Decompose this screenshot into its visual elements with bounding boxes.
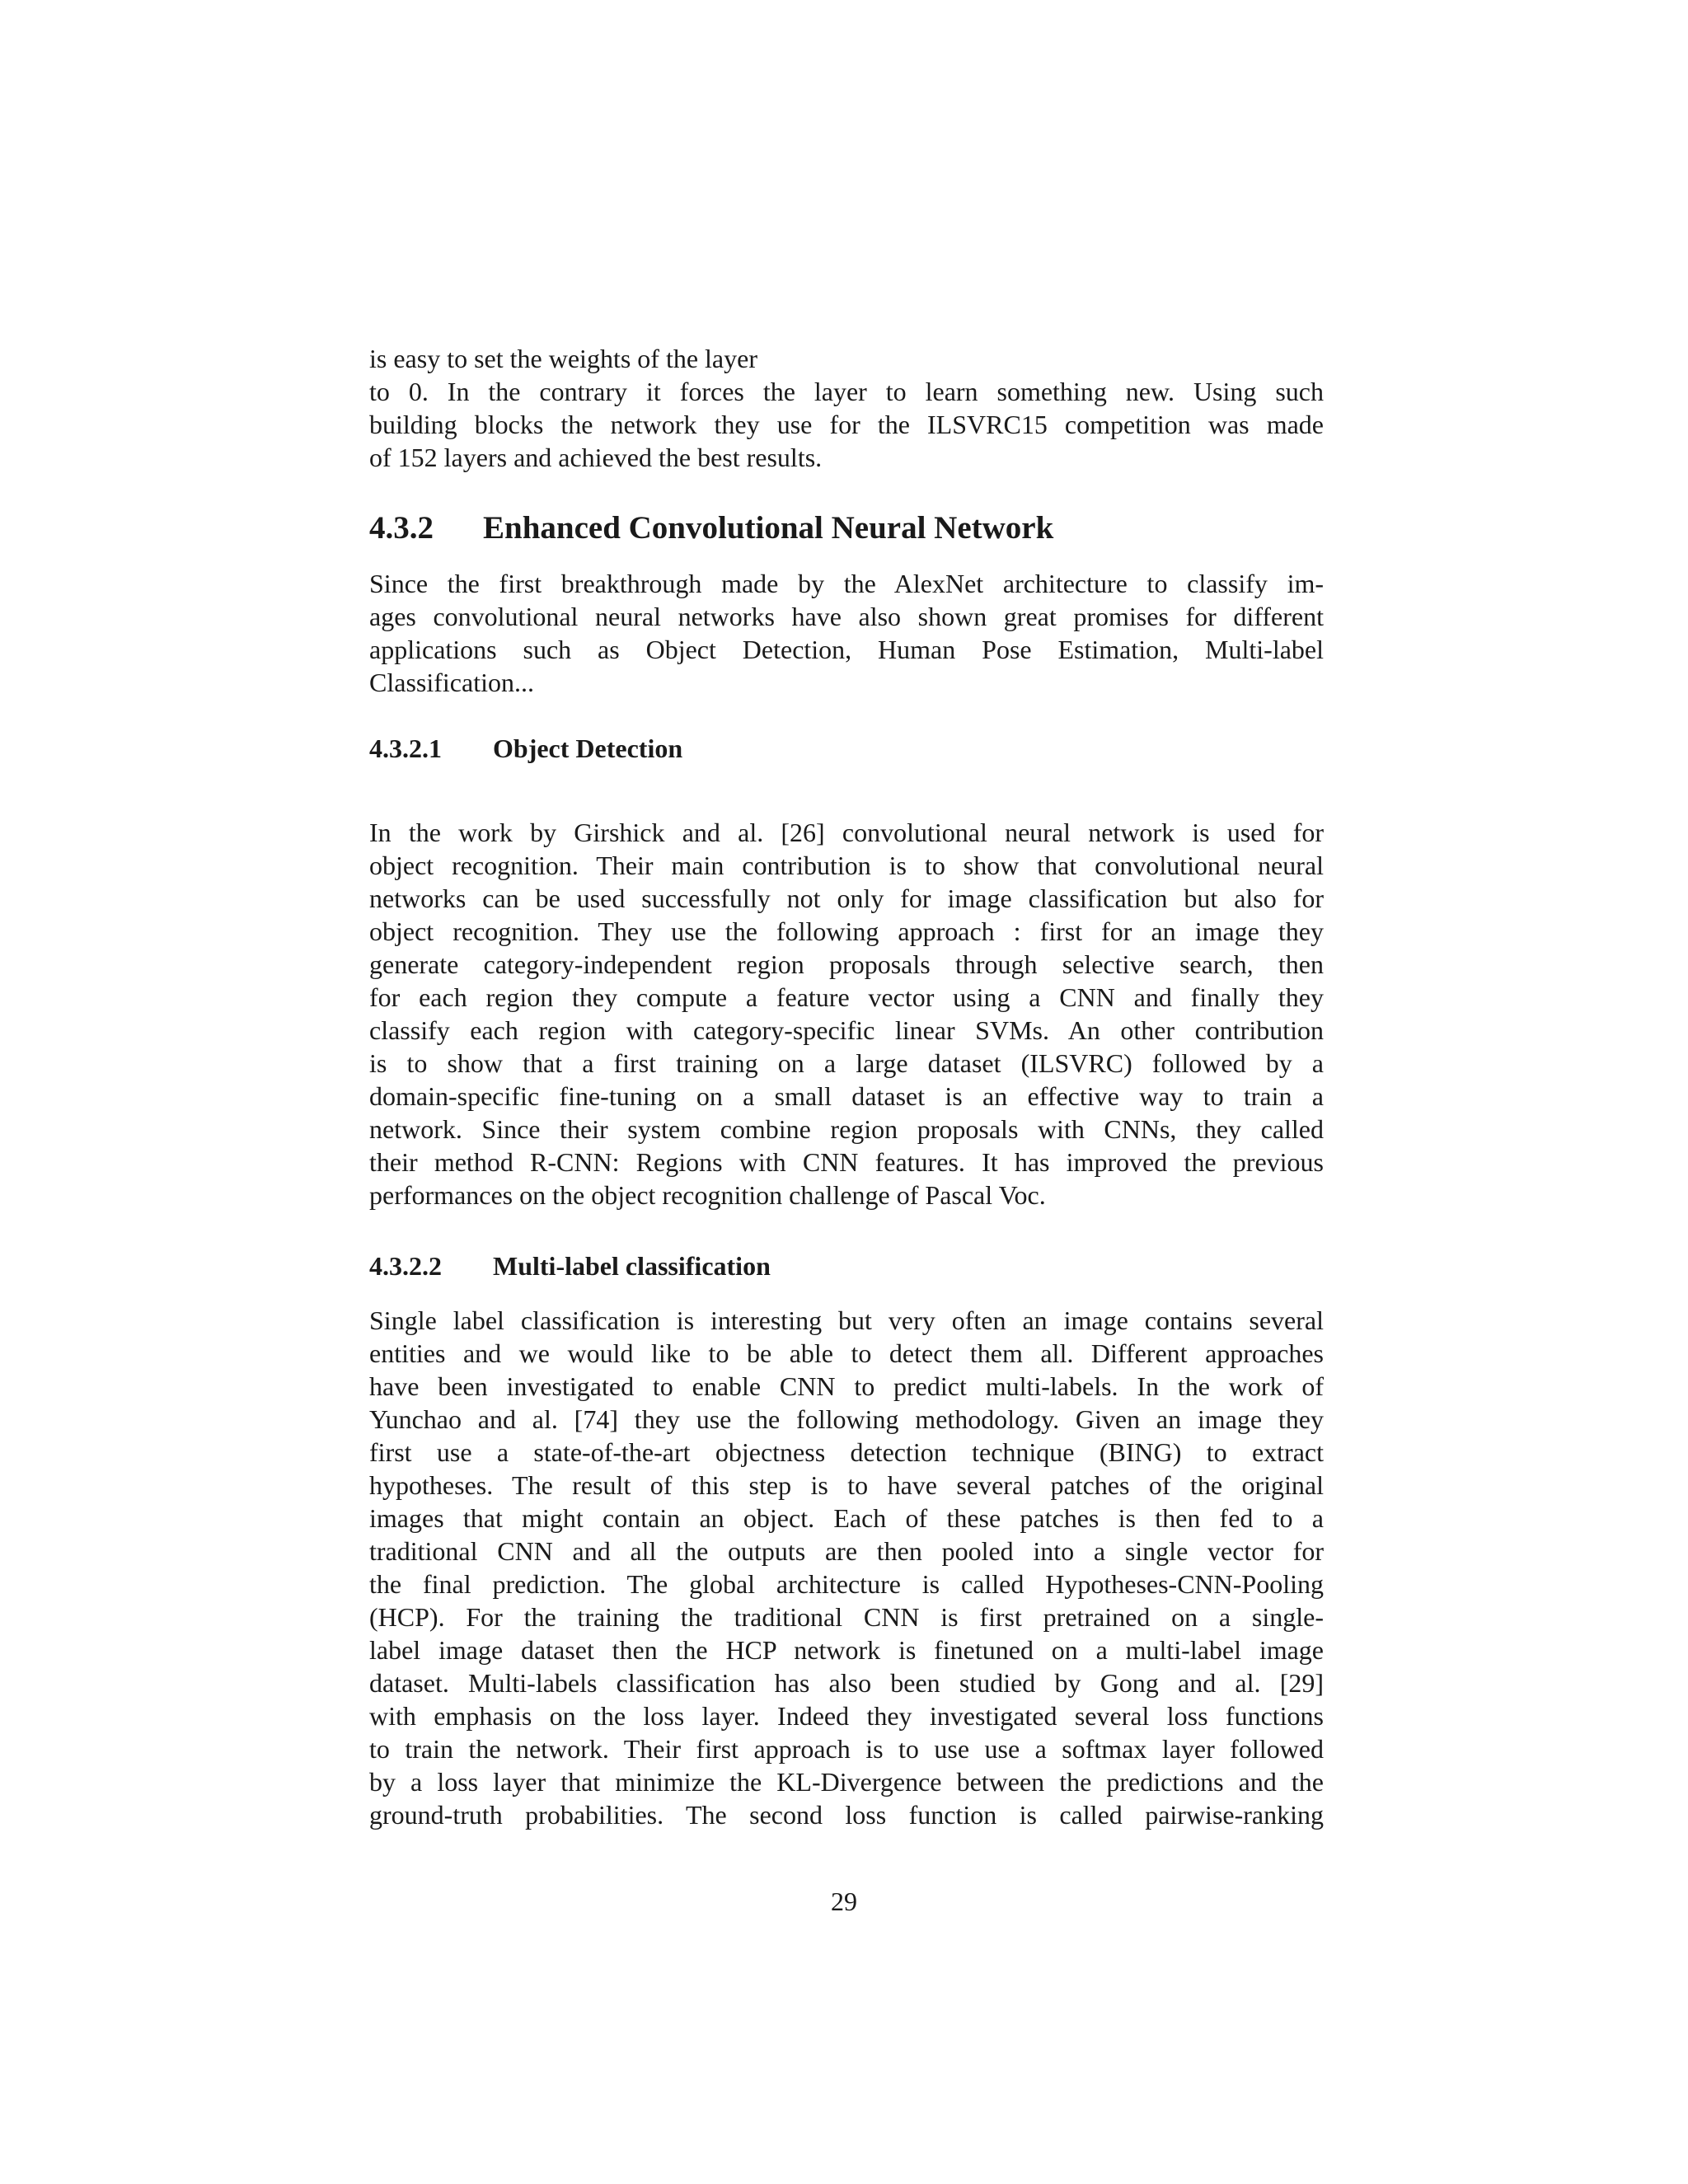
text-line: their method R-CNN: Regions with CNN features. It has improved the previous bbox=[369, 1147, 1324, 1177]
text-line: domain-specific fine-tuning on a small dataset is an effective way to train a bbox=[369, 1081, 1324, 1111]
subsection-title: Multi-label classification bbox=[493, 1251, 771, 1281]
text-line: to 0. In the contrary it forces the layer to learn something new. Using such bbox=[369, 377, 1324, 406]
intro-paragraph bbox=[369, 342, 1324, 474]
section-number: 4.3.2 bbox=[369, 510, 434, 546]
subsection-number: 4.3.2.2 bbox=[369, 1251, 442, 1281]
text-line: (HCP). For the training the traditional CNN is first pretrained on a single- bbox=[369, 1602, 1324, 1632]
text-line: first use a state-of-the-art objectness detection technique (BING) to extract bbox=[369, 1437, 1324, 1467]
text-line: for each region they compute a feature vector using a CNN and finally they bbox=[369, 982, 1324, 1012]
text-line: Single label classification is interesting but very often an image contains several bbox=[369, 1305, 1324, 1335]
subsection-heading-multi-label bbox=[369, 1249, 1324, 1282]
section-title: Enhanced Convolutional Neural Network bbox=[483, 510, 1054, 546]
subsection-heading-object-detection bbox=[369, 732, 1324, 765]
text-line: to train the network. Their first approach is to use use a softmax layer followed bbox=[369, 1734, 1324, 1764]
text-line: hypotheses. The result of this step is to have several patches of the original bbox=[369, 1470, 1324, 1500]
text-line: network. Since their system combine region proposals with CNNs, they called bbox=[369, 1114, 1324, 1144]
object-detection-paragraph bbox=[369, 816, 1324, 1212]
text-line: is easy to set the weights of the layer bbox=[369, 344, 757, 373]
section-heading bbox=[369, 509, 1324, 548]
text-line: performances on the object recognition challenge of Pascal Voc. bbox=[369, 1180, 1046, 1210]
text-line: have been investigated to enable CNN to predict multi-labels. In the work of bbox=[369, 1371, 1324, 1401]
text-line: ground-truth probabilities. The second loss function is called pairwise-ranking bbox=[369, 1800, 1324, 1830]
text-line: Since the first breakthrough made by the AlexNet architecture to classify im- bbox=[369, 569, 1324, 598]
text-line: by a loss layer that minimize the KL-Divergence between the predictions and the bbox=[369, 1767, 1324, 1797]
text-line: with emphasis on the loss layer. Indeed they investigated several loss functions bbox=[369, 1701, 1324, 1731]
text-line: object recognition. Their main contribution is to show that convolutional neural bbox=[369, 851, 1324, 880]
text-line: traditional CNN and all the outputs are then pooled into a single vector for bbox=[369, 1536, 1324, 1566]
text-line: the final prediction. The global architecture is called Hypotheses-CNN-Pooling bbox=[369, 1569, 1324, 1599]
text-line: applications such as Object Detection, Human Pose Estimation, Multi-label bbox=[369, 635, 1324, 664]
page-number: 29 bbox=[831, 1886, 857, 1916]
text-line: of 152 layers and achieved the best results. bbox=[369, 443, 823, 472]
text-line: Classification... bbox=[369, 668, 534, 697]
text-line: networks can be used successfully not only for image classification but also for bbox=[369, 883, 1324, 913]
text-line: Yunchao and al. [74] they use the following methodology. Given an image they bbox=[369, 1404, 1324, 1434]
text-line: object recognition. They use the following approach : first for an image they bbox=[369, 916, 1324, 946]
multi-label-paragraph bbox=[369, 1304, 1324, 1831]
subsection-title: Object Detection bbox=[493, 733, 683, 763]
text-line: generate category-independent region proposals through selective search, then bbox=[369, 949, 1324, 979]
text-line: In the work by Girshick and al. [26] convolutional neural network is used for bbox=[369, 818, 1324, 847]
section-paragraph bbox=[369, 567, 1324, 699]
text-line: dataset. Multi-labels classification has also been studied by Gong and al. [29] bbox=[369, 1668, 1324, 1698]
text-line: ages convolutional neural networks have also shown great promises for different bbox=[369, 602, 1324, 631]
subsection-number: 4.3.2.1 bbox=[369, 733, 442, 763]
text-line: images that might contain an object. Each of these patches is then fed to a bbox=[369, 1503, 1324, 1533]
text-line: entities and we would like to be able to detect them all. Different approaches bbox=[369, 1338, 1324, 1368]
text-line: is to show that a first training on a large dataset (ILSVRC) followed by a bbox=[369, 1048, 1324, 1078]
text-line: building blocks the network they use for the ILSVRC15 competition was made bbox=[369, 410, 1324, 439]
text-line: label image dataset then the HCP network is finetuned on a multi-label image bbox=[369, 1635, 1324, 1665]
text-line: classify each region with category-specific linear SVMs. An other contribution bbox=[369, 1015, 1324, 1045]
